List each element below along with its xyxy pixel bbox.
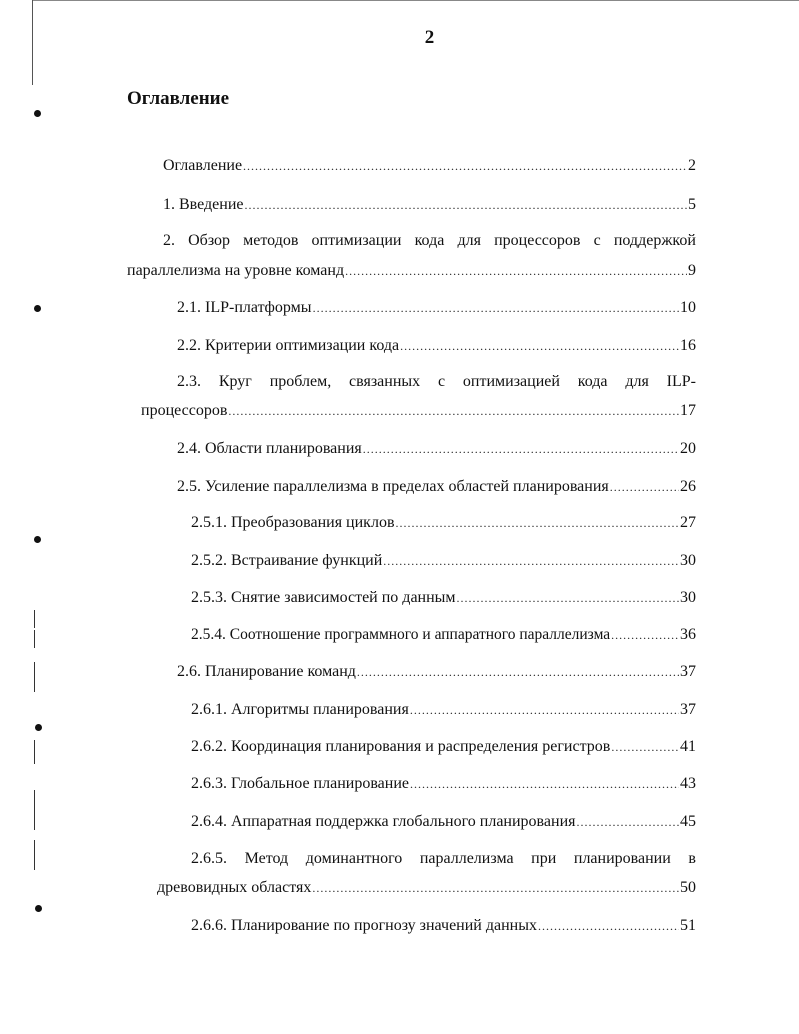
toc-entry-title: 2.5.4. Соотношение программного и аппаратного параллелизма (191, 626, 611, 643)
toc-entry-title-line2: процессоров ..... 17 (141, 402, 696, 420)
toc-entry-page: 9 (688, 262, 696, 279)
toc-entry[interactable] (163, 157, 696, 175)
leader-dots (610, 480, 679, 495)
toc-entry-page: 5 (688, 196, 696, 213)
toc-entry-title: 2.5. Усиление параллелизма в пределах областей планирования (177, 478, 609, 495)
toc-entry-title: 2.5.1. Преобразования циклов (191, 514, 395, 531)
leader-dots (245, 198, 688, 213)
toc-entry-page: 36 (680, 626, 696, 643)
toc-entry[interactable] (177, 299, 696, 317)
toc-entry-title: 1. Введение (163, 196, 244, 213)
toc-entry-page: 16 (680, 337, 696, 354)
toc-entry-page: 27 (680, 514, 696, 531)
toc-entry-title: 2.6. Планирование команд (177, 663, 356, 680)
toc-entry-page: 10 (680, 299, 696, 316)
toc-entry[interactable] (191, 626, 696, 644)
toc-entry-title: 2.6.2. Координация планирования и распределения регистров (191, 738, 611, 755)
leader-dots (611, 628, 679, 643)
toc-entry[interactable] (177, 478, 696, 496)
leader-dots (357, 665, 679, 680)
leader-dots (457, 591, 679, 606)
leader-dots (410, 703, 679, 718)
toc-entry[interactable] (163, 196, 696, 214)
toc-entry-page: 37 (680, 701, 696, 718)
toc-entry[interactable] (191, 917, 696, 935)
toc-entry-title: 2.6.1. Алгоритмы планирования (191, 701, 409, 718)
toc-entry-page: 50 (680, 879, 696, 896)
toc-entry-page: 2 (688, 157, 696, 174)
toc-entry[interactable] (191, 552, 696, 570)
toc-entry-title: 2.5.2. Встраивание функций (191, 552, 383, 569)
toc-entry[interactable] (191, 738, 696, 756)
toc-entry-title: 2.2. Критерии оптимизации кода (177, 337, 400, 354)
leader-dots (312, 881, 679, 896)
toc-entry-title: 2.6.4. Аппаратная поддержка глобального планирования (191, 813, 576, 830)
toc-entry-title: Оглавление (163, 157, 243, 174)
toc-entry-page: 17 (680, 402, 696, 419)
toc-entry-page: 43 (680, 775, 696, 792)
toc-entry-page: 26 (680, 478, 696, 495)
toc-entry-page: 41 (680, 738, 696, 755)
toc-entry-title-line2: древовидных областях ..... 50 (157, 879, 696, 897)
toc-entry[interactable] (191, 514, 696, 532)
leader-dots (538, 919, 679, 934)
toc-entry-title: 2.6.3. Глобальное планирование (191, 775, 409, 792)
leader-dots (363, 442, 679, 457)
toc-entry-title-line1: 2.3. Круг проблем, связанных с оптимизацией кода для ILP- (177, 373, 696, 390)
page-title: Оглавление (127, 88, 230, 109)
leader-dots (400, 339, 679, 354)
toc-entry[interactable] (191, 589, 696, 607)
toc-entry-title-line1: 2.6.5. Метод доминантного параллелизма при планировании в (191, 850, 696, 867)
page-number: 2 (424, 27, 435, 48)
toc-entry[interactable] (191, 813, 696, 831)
leader-dots (576, 815, 679, 830)
toc-entry-title: 2.1. ILP-платформы (177, 299, 312, 316)
toc-entry[interactable] (177, 663, 696, 681)
toc-entry-page: 37 (680, 663, 696, 680)
toc-entry[interactable] (177, 337, 696, 355)
toc-entry-title-line2: параллелизма на уровне команд ..... 9 (127, 262, 696, 280)
toc-entry-page: 30 (680, 552, 696, 569)
toc-entry[interactable] (191, 701, 696, 719)
toc-entry[interactable] (177, 440, 696, 458)
toc-entry-title: 2.5.3. Снятие зависимостей по данным (191, 589, 456, 606)
leader-dots (383, 554, 679, 569)
toc-entry-page: 45 (680, 813, 696, 830)
toc-entry-page: 30 (680, 589, 696, 606)
leader-dots (410, 777, 679, 792)
toc-entry-title: 2.4. Области планирования (177, 440, 362, 457)
leader-dots (228, 404, 679, 419)
toc-entry-title: 2.6.6. Планирование по прогнозу значений данных (191, 917, 537, 934)
toc-entry-page: 20 (680, 440, 696, 457)
leader-dots (243, 159, 687, 174)
toc-entry[interactable] (191, 775, 696, 793)
toc-entry-title-line1: 2. Обзор методов оптимизации кода для процессоров с поддержкой (163, 232, 696, 249)
toc-entry-page: 51 (680, 917, 696, 934)
leader-dots (396, 516, 680, 531)
leader-dots (313, 301, 679, 316)
leader-dots (345, 264, 687, 279)
leader-dots (611, 740, 679, 755)
